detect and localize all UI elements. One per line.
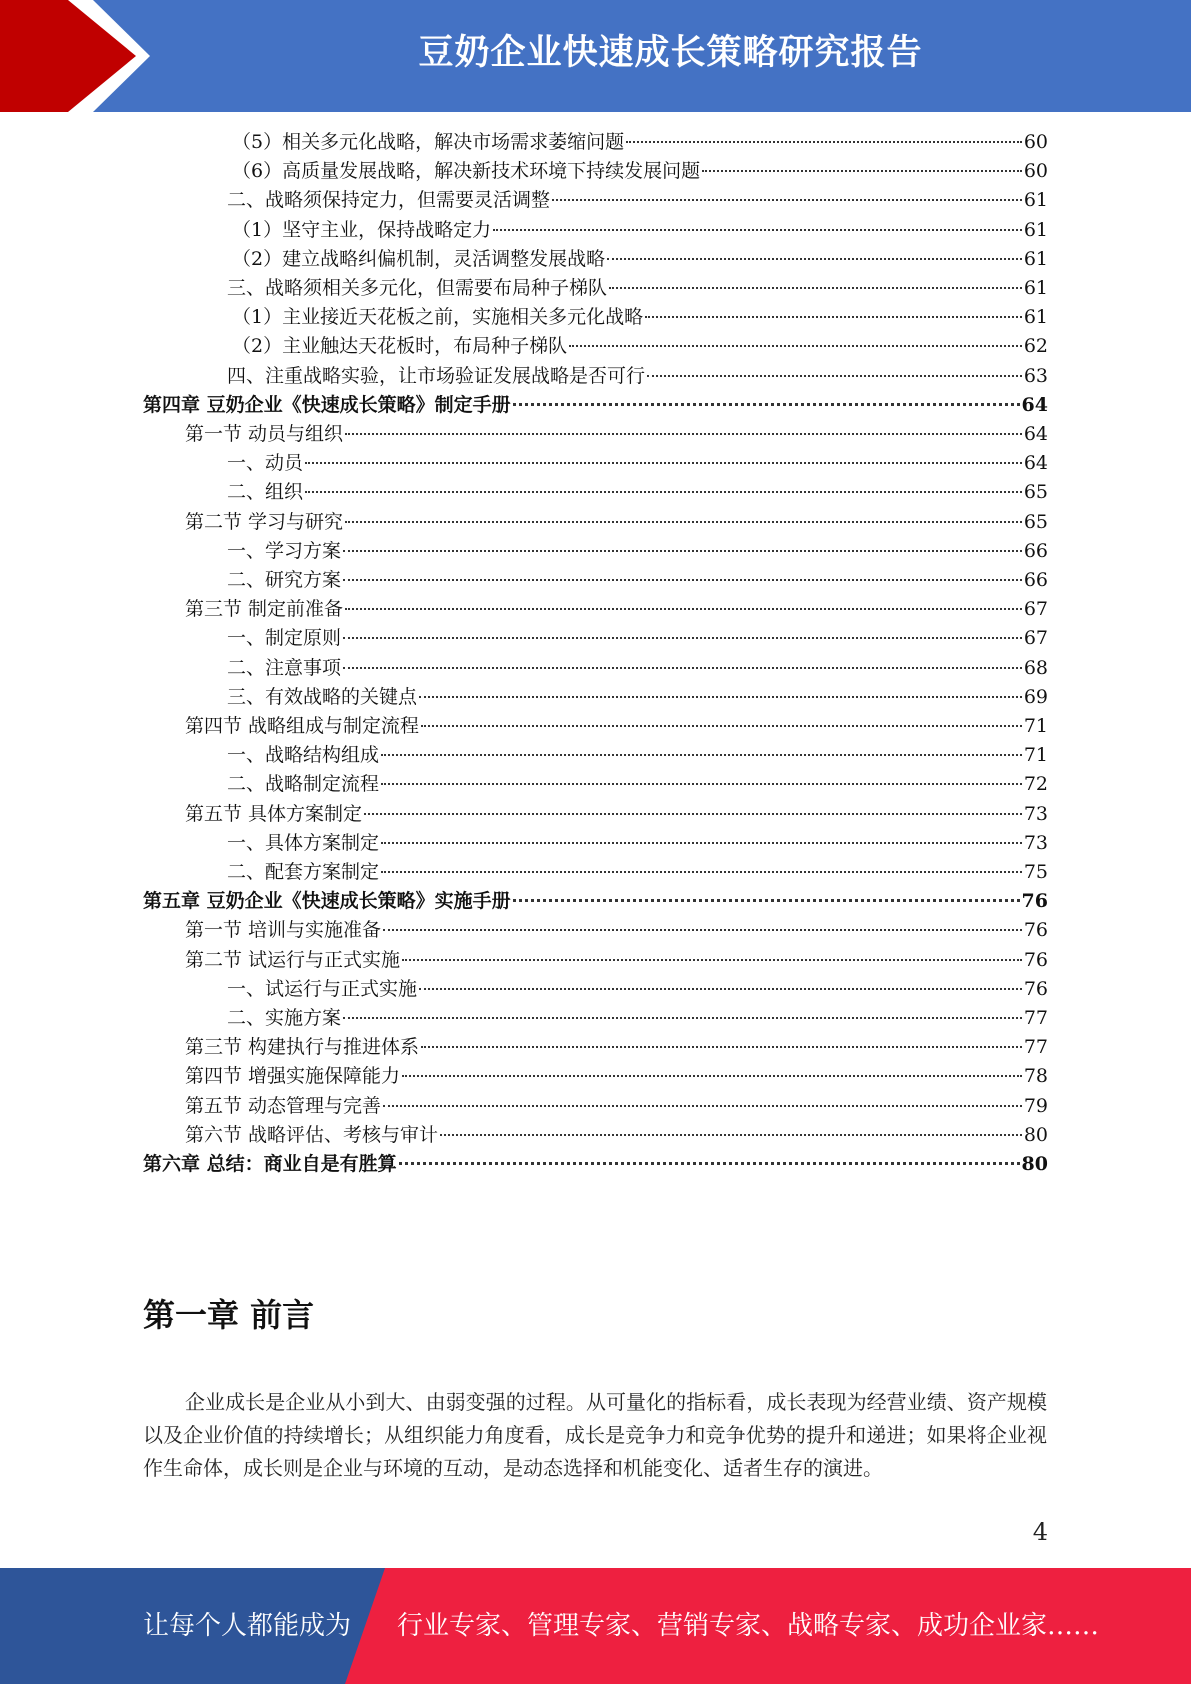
toc-entry-label: 一、动员: [227, 452, 304, 475]
toc-entry-label: 四、注重战略实验，让市场验证发展战略是否可行: [227, 364, 646, 387]
toc-entry[interactable]: [227, 185, 1048, 216]
toc-entry-label: 一、具体方案制定: [227, 831, 380, 854]
toc-entry[interactable]: [185, 799, 1048, 830]
toc-entry-page: 76: [1023, 977, 1048, 1000]
toc-dot-leader: [343, 667, 1022, 669]
page-footer: [0, 1568, 1191, 1684]
toc-entry-label: 第三节 制定前准备: [185, 598, 344, 621]
toc-entry-label: （5）相关多元化战略，解决市场需求萎缩问题: [232, 131, 625, 153]
toc-entry[interactable]: [227, 974, 1048, 1005]
toc-entry-page: 69: [1023, 685, 1048, 708]
toc-entry-page: 61: [1023, 218, 1048, 241]
toc-entry-page: 66: [1023, 569, 1048, 591]
footer-slogan-right: 行业专家、管理专家、营销专家、战略专家、成功企业家……: [397, 1611, 1100, 1641]
toc-entry-label: 二、战略制定流程: [227, 773, 380, 796]
toc-dot-leader: [343, 550, 1022, 552]
toc-entry[interactable]: [232, 244, 1048, 275]
toc-entry-page: 72: [1023, 773, 1048, 796]
toc-entry-page: 67: [1023, 627, 1048, 650]
toc-entry-page: 60: [1023, 160, 1048, 183]
toc-entry-label: 第五章 豆奶企业《快速成长策略》实施手册: [143, 890, 511, 913]
toc-entry[interactable]: [227, 769, 1048, 800]
toc-dot-leader: [569, 345, 1022, 347]
toc-dot-leader: [343, 637, 1022, 639]
toc-entry-label: （1）坚守主业，保持战略定力: [232, 218, 492, 241]
toc-dot-leader: [345, 608, 1022, 610]
toc-dot-leader: [381, 842, 1022, 844]
toc-entry-label: 第五节 动态管理与完善: [185, 1094, 382, 1117]
toc-entry[interactable]: [232, 302, 1048, 333]
toc-dot-leader: [383, 929, 1022, 931]
toc-dot-leader: [343, 579, 1022, 581]
toc-entry-page: 76: [1021, 890, 1048, 913]
toc-entry[interactable]: [185, 594, 1048, 625]
toc-entry[interactable]: [227, 361, 1048, 392]
toc-entry[interactable]: [227, 740, 1048, 771]
toc-entry[interactable]: [185, 1032, 1048, 1063]
toc-entry-page: 68: [1023, 656, 1048, 679]
toc-entry[interactable]: [143, 886, 1048, 917]
toc-entry-label: 二、注意事项: [227, 656, 342, 679]
toc-entry-label: 第三节 构建执行与推进体系: [185, 1036, 420, 1059]
toc-entry[interactable]: [143, 390, 1048, 421]
toc-entry[interactable]: [185, 1061, 1048, 1092]
toc-entry[interactable]: [185, 1120, 1048, 1151]
toc-entry-page: 77: [1023, 1007, 1048, 1029]
toc-entry-label: 第一节 培训与实施准备: [185, 919, 382, 942]
toc-entry-label: 三、有效战略的关键点: [227, 685, 418, 708]
toc-entry[interactable]: [185, 711, 1048, 742]
toc-entry-label: 第六节 战略评估、考核与审计: [185, 1123, 439, 1146]
toc-entry-page: 65: [1023, 481, 1048, 504]
toc-entry-page: 66: [1023, 539, 1048, 562]
toc-entry-page: 61: [1023, 306, 1048, 329]
toc-entry[interactable]: [227, 828, 1048, 859]
toc-dot-leader: [609, 287, 1022, 289]
toc-dot-leader: [607, 258, 1022, 260]
toc-dot-leader: [345, 521, 1022, 523]
toc-entry[interactable]: [227, 536, 1048, 567]
toc-entry-page: 61: [1023, 277, 1048, 299]
toc-dot-leader: [381, 783, 1022, 785]
toc-entry[interactable]: [227, 682, 1048, 713]
toc-entry-label: 三、战略须相关多元化，但需要布局种子梯队: [227, 277, 608, 299]
toc-entry-label: （2）建立战略纠偏机制，灵活调整发展战略: [232, 247, 606, 270]
toc-entry-label: 一、学习方案: [227, 539, 342, 562]
toc-entry-label: （6）高质量发展战略，解决新技术环境下持续发展问题: [232, 160, 701, 183]
toc-entry[interactable]: [143, 1149, 1048, 1180]
toc-entry[interactable]: [227, 1003, 1048, 1034]
toc-dot-leader: [419, 696, 1022, 698]
toc-entry-page: 71: [1023, 715, 1048, 737]
toc-entry-label: 第四节 增强实施保障能力: [185, 1065, 401, 1088]
toc-dot-leader: [702, 170, 1022, 172]
toc-entry[interactable]: [227, 623, 1048, 654]
footer-slogan-left: 让每个人都能成为: [143, 1611, 352, 1641]
toc-entry-label: 二、战略须保持定力，但需要灵活调整: [227, 189, 551, 212]
toc-dot-leader: [647, 375, 1022, 377]
toc-entry[interactable]: [185, 915, 1048, 946]
toc-entry[interactable]: [185, 945, 1048, 976]
toc-entry-label: （1）主业接近天花板之前，实施相关多元化战略: [232, 306, 644, 329]
header-chevron-icon: [0, 0, 136, 112]
toc-entry-label: 一、试运行与正式实施: [227, 977, 418, 1000]
toc-entry-page: 64: [1023, 423, 1048, 445]
toc-entry-page: 73: [1023, 802, 1048, 825]
toc-dot-leader: [493, 229, 1022, 231]
toc-dot-leader: [402, 959, 1022, 961]
toc-entry-page: 65: [1023, 510, 1048, 533]
toc-entry[interactable]: [232, 156, 1048, 187]
toc-entry-page: 77: [1023, 1036, 1048, 1059]
toc-entry-label: 第六章 总结：商业自是有胜算: [143, 1153, 397, 1175]
toc-entry[interactable]: [227, 448, 1048, 479]
toc-entry[interactable]: [185, 419, 1048, 450]
toc-dot-leader: [421, 1046, 1022, 1048]
toc-entry-page: 79: [1023, 1094, 1048, 1117]
toc-entry-page: 78: [1023, 1065, 1048, 1088]
toc-entry-label: （2）主业触达天花板时，布局种子梯队: [232, 335, 568, 358]
chapter-title: 第一章 前言: [143, 1296, 315, 1334]
toc-entry-label: 二、研究方案: [227, 569, 342, 591]
toc-entry-page: 63: [1023, 364, 1048, 387]
toc-entry-label: 第五节 具体方案制定: [185, 802, 363, 825]
toc-entry[interactable]: [232, 215, 1048, 246]
toc-entry-page: 67: [1023, 598, 1048, 621]
toc-entry[interactable]: [227, 477, 1048, 508]
toc-entry-page: 80: [1021, 1153, 1048, 1175]
toc-entry-page: 62: [1023, 335, 1048, 358]
toc-entry-page: 71: [1023, 744, 1048, 767]
toc-entry-label: 第二节 试运行与正式实施: [185, 948, 401, 971]
toc-entry-page: 73: [1023, 831, 1048, 854]
page-number: 4: [1032, 1518, 1048, 1546]
toc-dot-leader: [645, 316, 1022, 318]
toc-entry[interactable]: [227, 857, 1048, 888]
chapter-paragraph: 企业成长是企业从小到大、由弱变强的过程。从可量化的指标看，成长表现为经营业绩、资产规模以及企业价值的持续增长；从组织能力角度看，成长是竞争力和竞争优势的提升和递进；如果将企业视作生命体，成长则是企业与环境的互动，是动态选择和机能变化、适者生存的演进。: [143, 1390, 1047, 1480]
toc-entry-label: 二、配套方案制定: [227, 861, 380, 883]
toc-dot-leader: [419, 988, 1022, 990]
toc-dot-leader: [305, 491, 1022, 493]
toc-entry-page: 64: [1023, 452, 1048, 475]
toc-entry-page: 80: [1023, 1123, 1048, 1146]
toc-entry-page: 76: [1023, 919, 1048, 942]
toc-entry-page: 76: [1023, 948, 1048, 971]
toc-entry-page: 60: [1023, 131, 1048, 153]
toc-entry-label: 第四节 战略组成与制定流程: [185, 715, 420, 737]
toc-dot-leader: [381, 754, 1022, 756]
page-header: [0, 0, 1191, 112]
toc-entry-label: 二、实施方案: [227, 1007, 342, 1029]
toc-dot-leader: [364, 813, 1022, 815]
toc-entry-label: 一、制定原则: [227, 627, 342, 650]
toc-dot-leader: [343, 1017, 1022, 1019]
toc-dot-leader: [513, 403, 1020, 406]
toc-dot-leader: [381, 871, 1022, 873]
toc-dot-leader: [421, 725, 1022, 727]
toc-dot-leader: [399, 1162, 1020, 1165]
toc-entry[interactable]: [232, 331, 1048, 362]
toc-dot-leader: [305, 462, 1022, 464]
toc-entry-label: 二、组织: [227, 481, 304, 504]
toc-dot-leader: [513, 899, 1020, 902]
toc-entry[interactable]: [227, 565, 1048, 596]
toc-entry-label: 第四章 豆奶企业《快速成长策略》制定手册: [143, 393, 511, 416]
toc-entry[interactable]: [227, 653, 1048, 684]
toc-dot-leader: [402, 1075, 1022, 1077]
toc-entry[interactable]: [185, 1091, 1048, 1122]
toc-entry-page: 61: [1023, 247, 1048, 270]
toc-entry-page: 64: [1021, 393, 1048, 416]
toc-entry-label: 一、战略结构组成: [227, 744, 380, 767]
toc-entry[interactable]: [227, 273, 1048, 304]
toc-dot-leader: [440, 1134, 1022, 1136]
toc-entry-page: 75: [1023, 861, 1048, 883]
toc-dot-leader: [383, 1105, 1022, 1107]
toc-entry[interactable]: [185, 507, 1048, 538]
toc-entry-label: 第一节 动员与组织: [185, 423, 344, 445]
toc-dot-leader: [552, 199, 1022, 201]
toc-dot-leader: [345, 433, 1022, 435]
toc-entry-label: 第二节 学习与研究: [185, 510, 344, 533]
document-title: 豆奶企业快速成长策略研究报告: [418, 33, 923, 73]
toc-entry[interactable]: [232, 127, 1048, 158]
toc-entry-page: 61: [1023, 189, 1048, 212]
toc-dot-leader: [626, 141, 1022, 143]
